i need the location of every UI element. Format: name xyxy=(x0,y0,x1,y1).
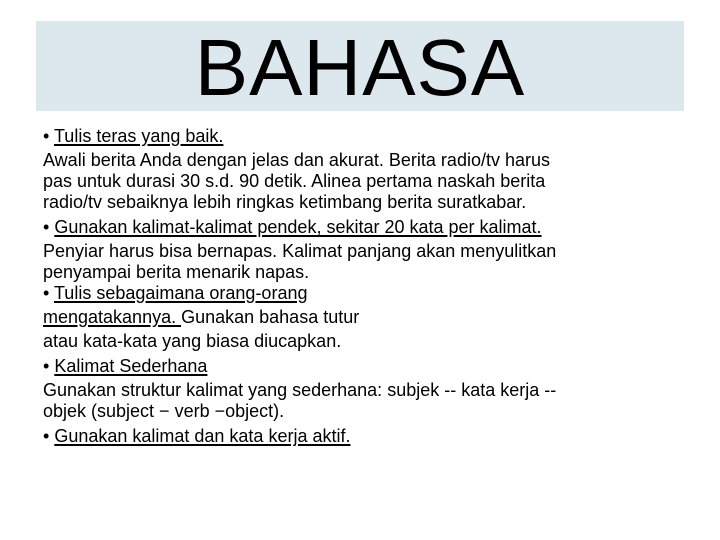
bullet-marker: • xyxy=(43,126,54,146)
bullet-heading-text: Tulis sebagaimana orang-orang xyxy=(53,283,308,303)
bullet-heading-text: Kalimat Sederhana xyxy=(54,356,208,376)
body-line: Penyiar harus bisa bernapas. Kalimat panjang akan menyulitkan xyxy=(43,241,557,261)
bullet-heading xyxy=(43,126,703,147)
bullet-marker: • xyxy=(43,426,55,446)
bullet-heading xyxy=(43,283,703,304)
bullet-heading-text-cont: mengatakannya. xyxy=(43,307,182,327)
body-line: radio/tv sebaiknya lebih ringkas ketimbang berita suratkabar. xyxy=(43,192,527,212)
body-line: objek (subject − verb −object). xyxy=(43,401,285,421)
bullet-marker: • xyxy=(43,283,54,303)
bullet-heading xyxy=(43,213,703,238)
body-line: penyampai berita menarik napas. xyxy=(43,262,310,282)
body-line: Awali berita Anda dengan jelas dan akurat. Berita radio/tv harus xyxy=(43,150,550,170)
body-line: Gunakan struktur kalimat yang sederhana: subjek -- kata kerja -- xyxy=(43,380,557,400)
bullet-heading xyxy=(43,422,703,447)
slide-title: BAHASA xyxy=(194,23,526,112)
slide-body xyxy=(43,126,703,447)
body-line-tail: Gunakan bahasa tutur xyxy=(181,307,360,327)
body-line: pas untuk durasi 30 s.d. 90 detik. Alinea pertama naskah berita xyxy=(43,171,546,191)
bullet-heading xyxy=(43,352,703,377)
bullet-marker: • xyxy=(43,217,55,237)
bullet-heading-text: Gunakan kalimat-kalimat pendek, sekitar 20 kata per kalimat. xyxy=(54,217,542,237)
bullet-marker: • xyxy=(43,356,55,376)
bullet-heading-continuation xyxy=(43,307,703,328)
body-line: atau kata-kata yang biasa diucapkan. xyxy=(43,331,342,351)
bullet-heading-text: Gunakan kalimat dan kata kerja aktif. xyxy=(54,426,351,446)
bullet-heading-text: Tulis teras yang baik. xyxy=(53,126,224,146)
